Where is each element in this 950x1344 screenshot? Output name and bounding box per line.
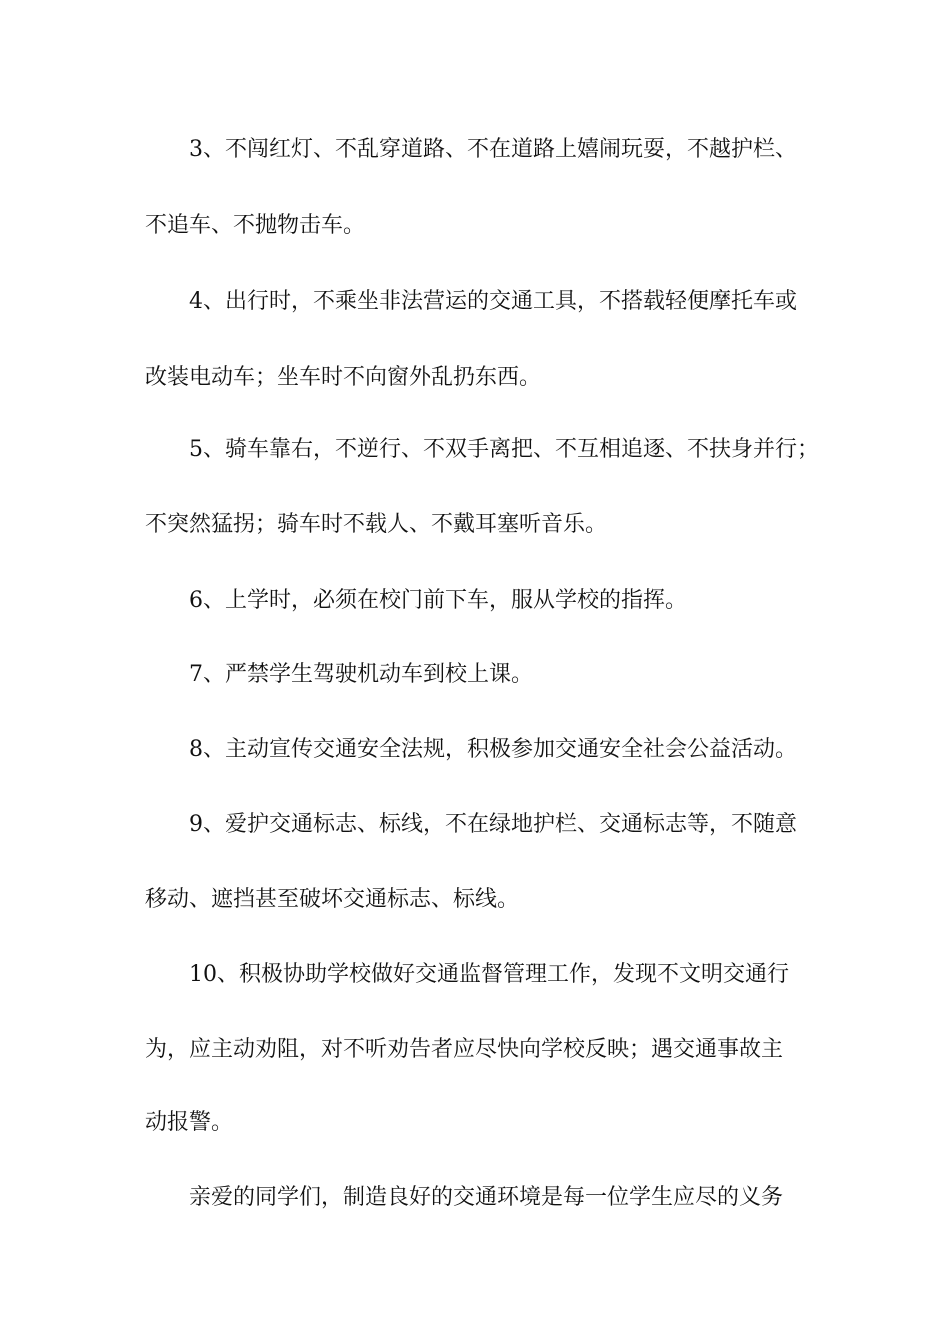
closing-paragraph-line-1: 亲爱的同学们，制造良好的交通环境是每一位学生应尽的义务 — [189, 1185, 784, 1210]
item-8-line-1: 8、主动宣传交通安全法规，积极参加交通安全社会公益活动。 — [189, 737, 797, 762]
item-4-line-2: 改装电动车；坐车时不向窗外乱扔东西。 — [145, 365, 542, 390]
item-9-line-2: 移动、遮挡甚至破坏交通标志、标线。 — [145, 887, 520, 912]
item-3-line-1: 3、不闯红灯、不乱穿道路、不在道路上嬉闹玩耍，不越护栏、 — [189, 137, 797, 162]
item-5-line-1: 5、骑车靠右，不逆行、不双手离把、不互相追逐、不扶身并行； — [189, 437, 819, 462]
item-7-line-1: 7、严禁学生驾驶机动车到校上课。 — [189, 662, 533, 687]
item-10-line-2: 为，应主动劝阻，对不听劝告者应尽快向学校反映；遇交通事故主 — [145, 1037, 784, 1062]
item-5-line-2: 不突然猛拐；骑车时不载人、不戴耳塞听音乐。 — [145, 512, 608, 537]
item-3-line-2: 不追车、不抛物击车。 — [145, 213, 366, 238]
item-6-line-1: 6、上学时，必须在校门前下车，服从学校的指挥。 — [189, 588, 687, 613]
item-4-line-1: 4、出行时，不乘坐非法营运的交通工具，不搭载轻便摩托车或 — [189, 289, 797, 314]
item-10-line-3: 动报警。 — [145, 1110, 234, 1135]
item-9-line-1: 9、爱护交通标志、标线，不在绿地护栏、交通标志等，不随意 — [189, 812, 797, 837]
item-10-line-1: 10、积极协助学校做好交通监督管理工作，发现不文明交通行 — [189, 962, 789, 987]
